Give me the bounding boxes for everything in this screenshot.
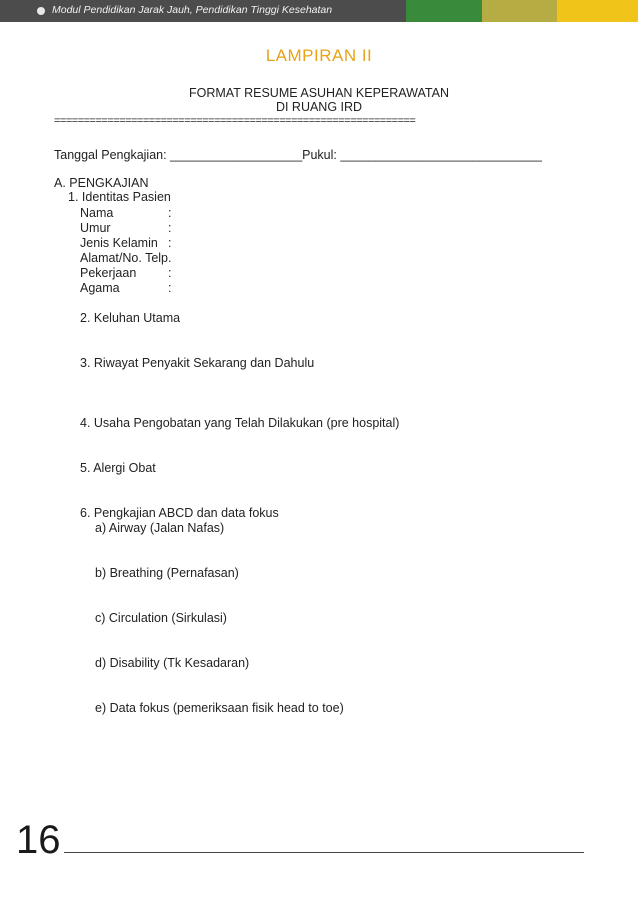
- section-pengkajian: A. PENGKAJIAN: [54, 176, 149, 190]
- sub-circulation: c) Circulation (Sirkulasi): [95, 611, 227, 625]
- item-pengkajian-abcd: 6. Pengkajian ABCD dan data fokus: [80, 506, 279, 520]
- header-bar-green: [406, 0, 482, 22]
- date-time-line: Tanggal Pengkajian: ___________________Pukul: _____________________________: [54, 148, 542, 162]
- field-label: Pekerjaan: [80, 266, 137, 280]
- item-riwayat-penyakit: 3. Riwayat Penyakit Sekarang dan Dahulu: [80, 356, 315, 370]
- bullet-icon: [37, 7, 45, 15]
- running-title: Modul Pendidikan Jarak Jauh, Pendidikan Tinggi Kesehatan: [52, 4, 333, 16]
- field-label: Alamat/No. Telp.: [80, 251, 172, 265]
- separator-line: =============================================================: [54, 115, 416, 127]
- footer-rule: [64, 852, 584, 853]
- item-alergi-obat: 5. Alergi Obat: [80, 461, 156, 475]
- header-bar-yellow: [557, 0, 638, 22]
- subtitle-ruang: DI RUANG IRD: [275, 100, 363, 114]
- document-title: LAMPIRAN II: [265, 46, 373, 65]
- item-usaha-pengobatan: 4. Usaha Pengobatan yang Telah Dilakukan (pre hospital): [80, 416, 400, 430]
- field-colon: :: [168, 236, 172, 250]
- field-label: Agama: [80, 281, 120, 295]
- sub-disability: d) Disability (Tk Kesadaran): [95, 656, 250, 670]
- sub-airway: a) Airway (Jalan Nafas): [95, 521, 225, 535]
- sub-breathing: b) Breathing (Pernafasan): [95, 566, 239, 580]
- field-colon: :: [168, 281, 172, 295]
- field-colon: :: [168, 221, 172, 235]
- field-label: Umur: [80, 221, 111, 235]
- subtitle-format: FORMAT RESUME ASUHAN KEPERAWATAN: [189, 86, 449, 100]
- item-keluhan-utama: 2. Keluhan Utama: [80, 311, 181, 325]
- field-colon: :: [168, 266, 172, 280]
- field-label: Nama: [80, 206, 114, 220]
- field-label: Jenis Kelamin: [80, 236, 158, 250]
- header-bar: [0, 0, 638, 22]
- sub-data-fokus: e) Data fokus (pemeriksaan fisik head to toe): [95, 701, 344, 715]
- identitas-heading: 1. Identitas Pasien: [68, 190, 171, 204]
- field-colon: :: [168, 206, 172, 220]
- page-number: 16: [16, 818, 61, 862]
- header-bar-olive: [482, 0, 557, 22]
